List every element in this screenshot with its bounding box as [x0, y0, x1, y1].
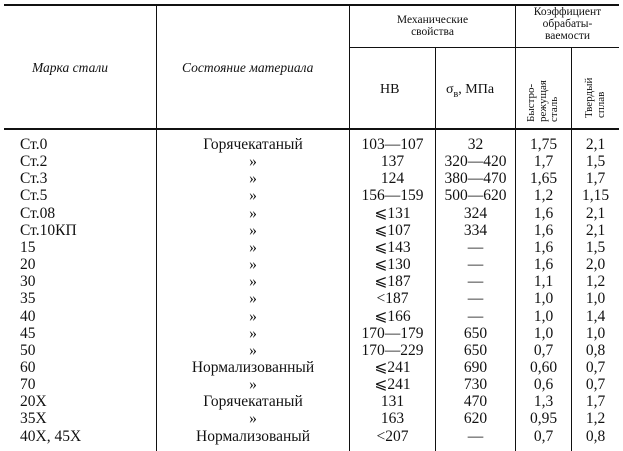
cell-carbide: 2,1 — [585, 136, 606, 153]
cell-grade: Ст.08 — [20, 204, 56, 222]
cell-hb: ⩽131 — [374, 204, 411, 222]
cell-sigma: 690 — [463, 358, 488, 376]
cell-carbide: 0,7 — [585, 358, 606, 376]
cell-grade: 70 — [20, 376, 36, 394]
cell-sigma: 32 — [467, 136, 484, 153]
cell-carbide: 1,7 — [585, 170, 606, 188]
cell-hb: 163 — [380, 410, 405, 428]
header-hb: НВ — [380, 82, 400, 97]
cell-grade: 20 — [20, 256, 36, 274]
cell-grade: 15 — [20, 238, 36, 256]
cell-hb: ⩽241 — [374, 376, 411, 394]
cell-hss: 1,1 — [533, 273, 554, 291]
cell-carbide: 2,1 — [585, 221, 606, 239]
cell-condition: Нормализованный — [191, 358, 315, 376]
cell-sigma: — — [467, 256, 484, 274]
header-machinability — [516, 6, 619, 42]
cell-grade: 30 — [20, 273, 36, 291]
subheader-rule-mechanical — [349, 47, 515, 48]
cell-hb: 137 — [380, 153, 405, 171]
cell-condition: » — [249, 221, 257, 239]
cell-carbide: 1,4 — [585, 307, 606, 325]
cell-hb: 103—107 — [361, 136, 424, 153]
cell-sigma: — — [467, 290, 484, 308]
cell-sigma: 730 — [463, 376, 488, 394]
cell-condition: » — [249, 290, 257, 308]
cell-sigma: — — [467, 273, 484, 291]
cell-hss: 0,6 — [533, 376, 554, 394]
header-bottom-rule — [4, 128, 619, 130]
cell-carbide: 0,7 — [585, 376, 606, 394]
header-machinability-line1: Коэффициент — [533, 6, 602, 18]
cell-hss: 1,6 — [533, 221, 554, 239]
cell-hss: 1,65 — [529, 170, 558, 188]
header-sigma-subscript: в — [453, 88, 459, 100]
cell-carbide: 0,8 — [585, 341, 606, 359]
cell-sigma: — — [467, 427, 484, 445]
cell-condition: » — [249, 256, 257, 274]
cell-sigma: 380—470 — [444, 170, 507, 188]
cell-hb: 170—229 — [361, 341, 424, 359]
cell-condition: » — [249, 187, 257, 205]
cell-hss: 0,7 — [533, 341, 554, 359]
cell-condition: Горячекатаный — [203, 393, 303, 411]
cell-sigma: 500—620 — [444, 187, 507, 205]
cell-hss: 1,75 — [529, 136, 558, 153]
cell-hb: ⩽187 — [374, 273, 411, 291]
cell-grade: 45 — [20, 324, 36, 342]
cell-grade: Ст.5 — [20, 187, 48, 205]
header-hss-line3: сталь — [548, 96, 561, 122]
header-sigma-symbol: σ — [446, 82, 454, 97]
cell-condition: » — [249, 238, 257, 256]
cell-condition: » — [249, 273, 257, 291]
cell-carbide: 1,5 — [585, 153, 606, 171]
cell-hss: 1,0 — [533, 307, 554, 325]
cell-hss: 1,6 — [533, 238, 554, 256]
cell-hb: 170—179 — [361, 324, 424, 342]
cell-hss: 1,7 — [533, 153, 554, 171]
cell-hb: ⩽107 — [374, 221, 411, 239]
cell-condition: » — [249, 170, 257, 188]
cell-condition: » — [249, 341, 257, 359]
cell-hss: 0,60 — [529, 358, 558, 376]
cell-sigma: 620 — [463, 410, 488, 428]
cell-hb: ⩽143 — [374, 238, 411, 256]
header-mechanical — [350, 14, 515, 38]
header-carbide — [584, 78, 607, 118]
header-mechanical-line1: Механические — [396, 14, 469, 26]
cell-hb: 131 — [380, 393, 405, 411]
cell-carbide: 1,5 — [585, 238, 606, 256]
cell-hb: ⩽241 — [374, 358, 411, 376]
cell-grade: 20Х — [20, 393, 47, 411]
header-grade: Марка стали — [32, 60, 108, 75]
cell-hss: 1,0 — [533, 324, 554, 342]
cell-hss: 1,2 — [533, 187, 554, 205]
cell-condition: » — [249, 324, 257, 342]
cell-carbide: 1,2 — [585, 273, 606, 291]
cell-sigma: — — [467, 238, 484, 256]
cell-carbide: 2,0 — [585, 256, 606, 274]
cell-condition: » — [249, 376, 257, 394]
header-sigma-unit: , МПа — [458, 82, 495, 97]
cell-hb: ⩽130 — [374, 256, 411, 274]
header-condition: Состояние материала — [182, 60, 314, 75]
cell-carbide: 1,7 — [585, 393, 606, 411]
cell-condition: Горячекатаный — [203, 136, 303, 153]
cell-carbide: 2,1 — [585, 204, 606, 222]
header-sigma — [446, 83, 494, 100]
cell-hss: 1,3 — [533, 393, 554, 411]
cell-condition: » — [249, 153, 257, 171]
cell-hb: ⩽166 — [374, 307, 411, 325]
cell-hb: 124 — [380, 170, 405, 188]
cell-hb: <207 — [376, 427, 409, 445]
cell-grade: 40Х, 45Х — [20, 427, 82, 445]
header-hss-line2: режущая — [536, 80, 549, 122]
header-hss-line1: Быстро- — [525, 83, 537, 122]
cell-sigma: 334 — [463, 221, 488, 239]
cell-carbide: 1,15 — [581, 187, 610, 205]
subheader-rule-machinability — [515, 47, 619, 48]
cell-grade: Ст.0 — [20, 136, 48, 153]
cell-carbide: 0,8 — [585, 427, 606, 445]
cell-sigma: 324 — [463, 204, 488, 222]
header-hss — [526, 80, 561, 122]
cell-grade: 35Х — [20, 410, 47, 428]
cell-carbide: 1,0 — [585, 290, 606, 308]
cell-grade: 40 — [20, 307, 36, 325]
cell-hss: 0,7 — [533, 427, 554, 445]
cell-grade: Ст.10КП — [20, 221, 77, 239]
cell-carbide: 1,0 — [585, 324, 606, 342]
cell-sigma: 650 — [463, 324, 488, 342]
cell-grade: 35 — [20, 290, 36, 308]
cell-sigma: 470 — [463, 393, 488, 411]
cell-hb: 156—159 — [361, 187, 424, 205]
header-machinability-line3: ваемости — [544, 30, 591, 43]
cell-condition: » — [249, 307, 257, 325]
cell-hss: 0,95 — [529, 410, 558, 428]
cell-sigma: 650 — [463, 341, 488, 359]
header-carbide-line2: сплав — [594, 91, 607, 118]
cell-grade: Ст.3 — [20, 170, 48, 188]
cell-grade: Ст.2 — [20, 153, 48, 171]
cell-hss: 1,0 — [533, 290, 554, 308]
cell-condition: » — [249, 204, 257, 222]
cell-carbide: 1,2 — [585, 410, 606, 428]
header-mechanical-line2: свойства — [411, 26, 454, 39]
cell-condition: Нормализованый — [196, 427, 310, 445]
cell-hss: 1,6 — [533, 256, 554, 274]
cell-condition: » — [249, 410, 257, 428]
cell-hss: 1,6 — [533, 204, 554, 222]
cell-sigma: — — [467, 307, 484, 325]
header-machinability-line2: обрабаты- — [542, 18, 593, 31]
cell-sigma: 320—420 — [444, 153, 507, 171]
cell-hb: <187 — [376, 290, 409, 308]
header-carbide-line1: Твердый — [583, 77, 595, 118]
cell-grade: 60 — [20, 358, 36, 376]
cell-grade: 50 — [20, 341, 36, 359]
